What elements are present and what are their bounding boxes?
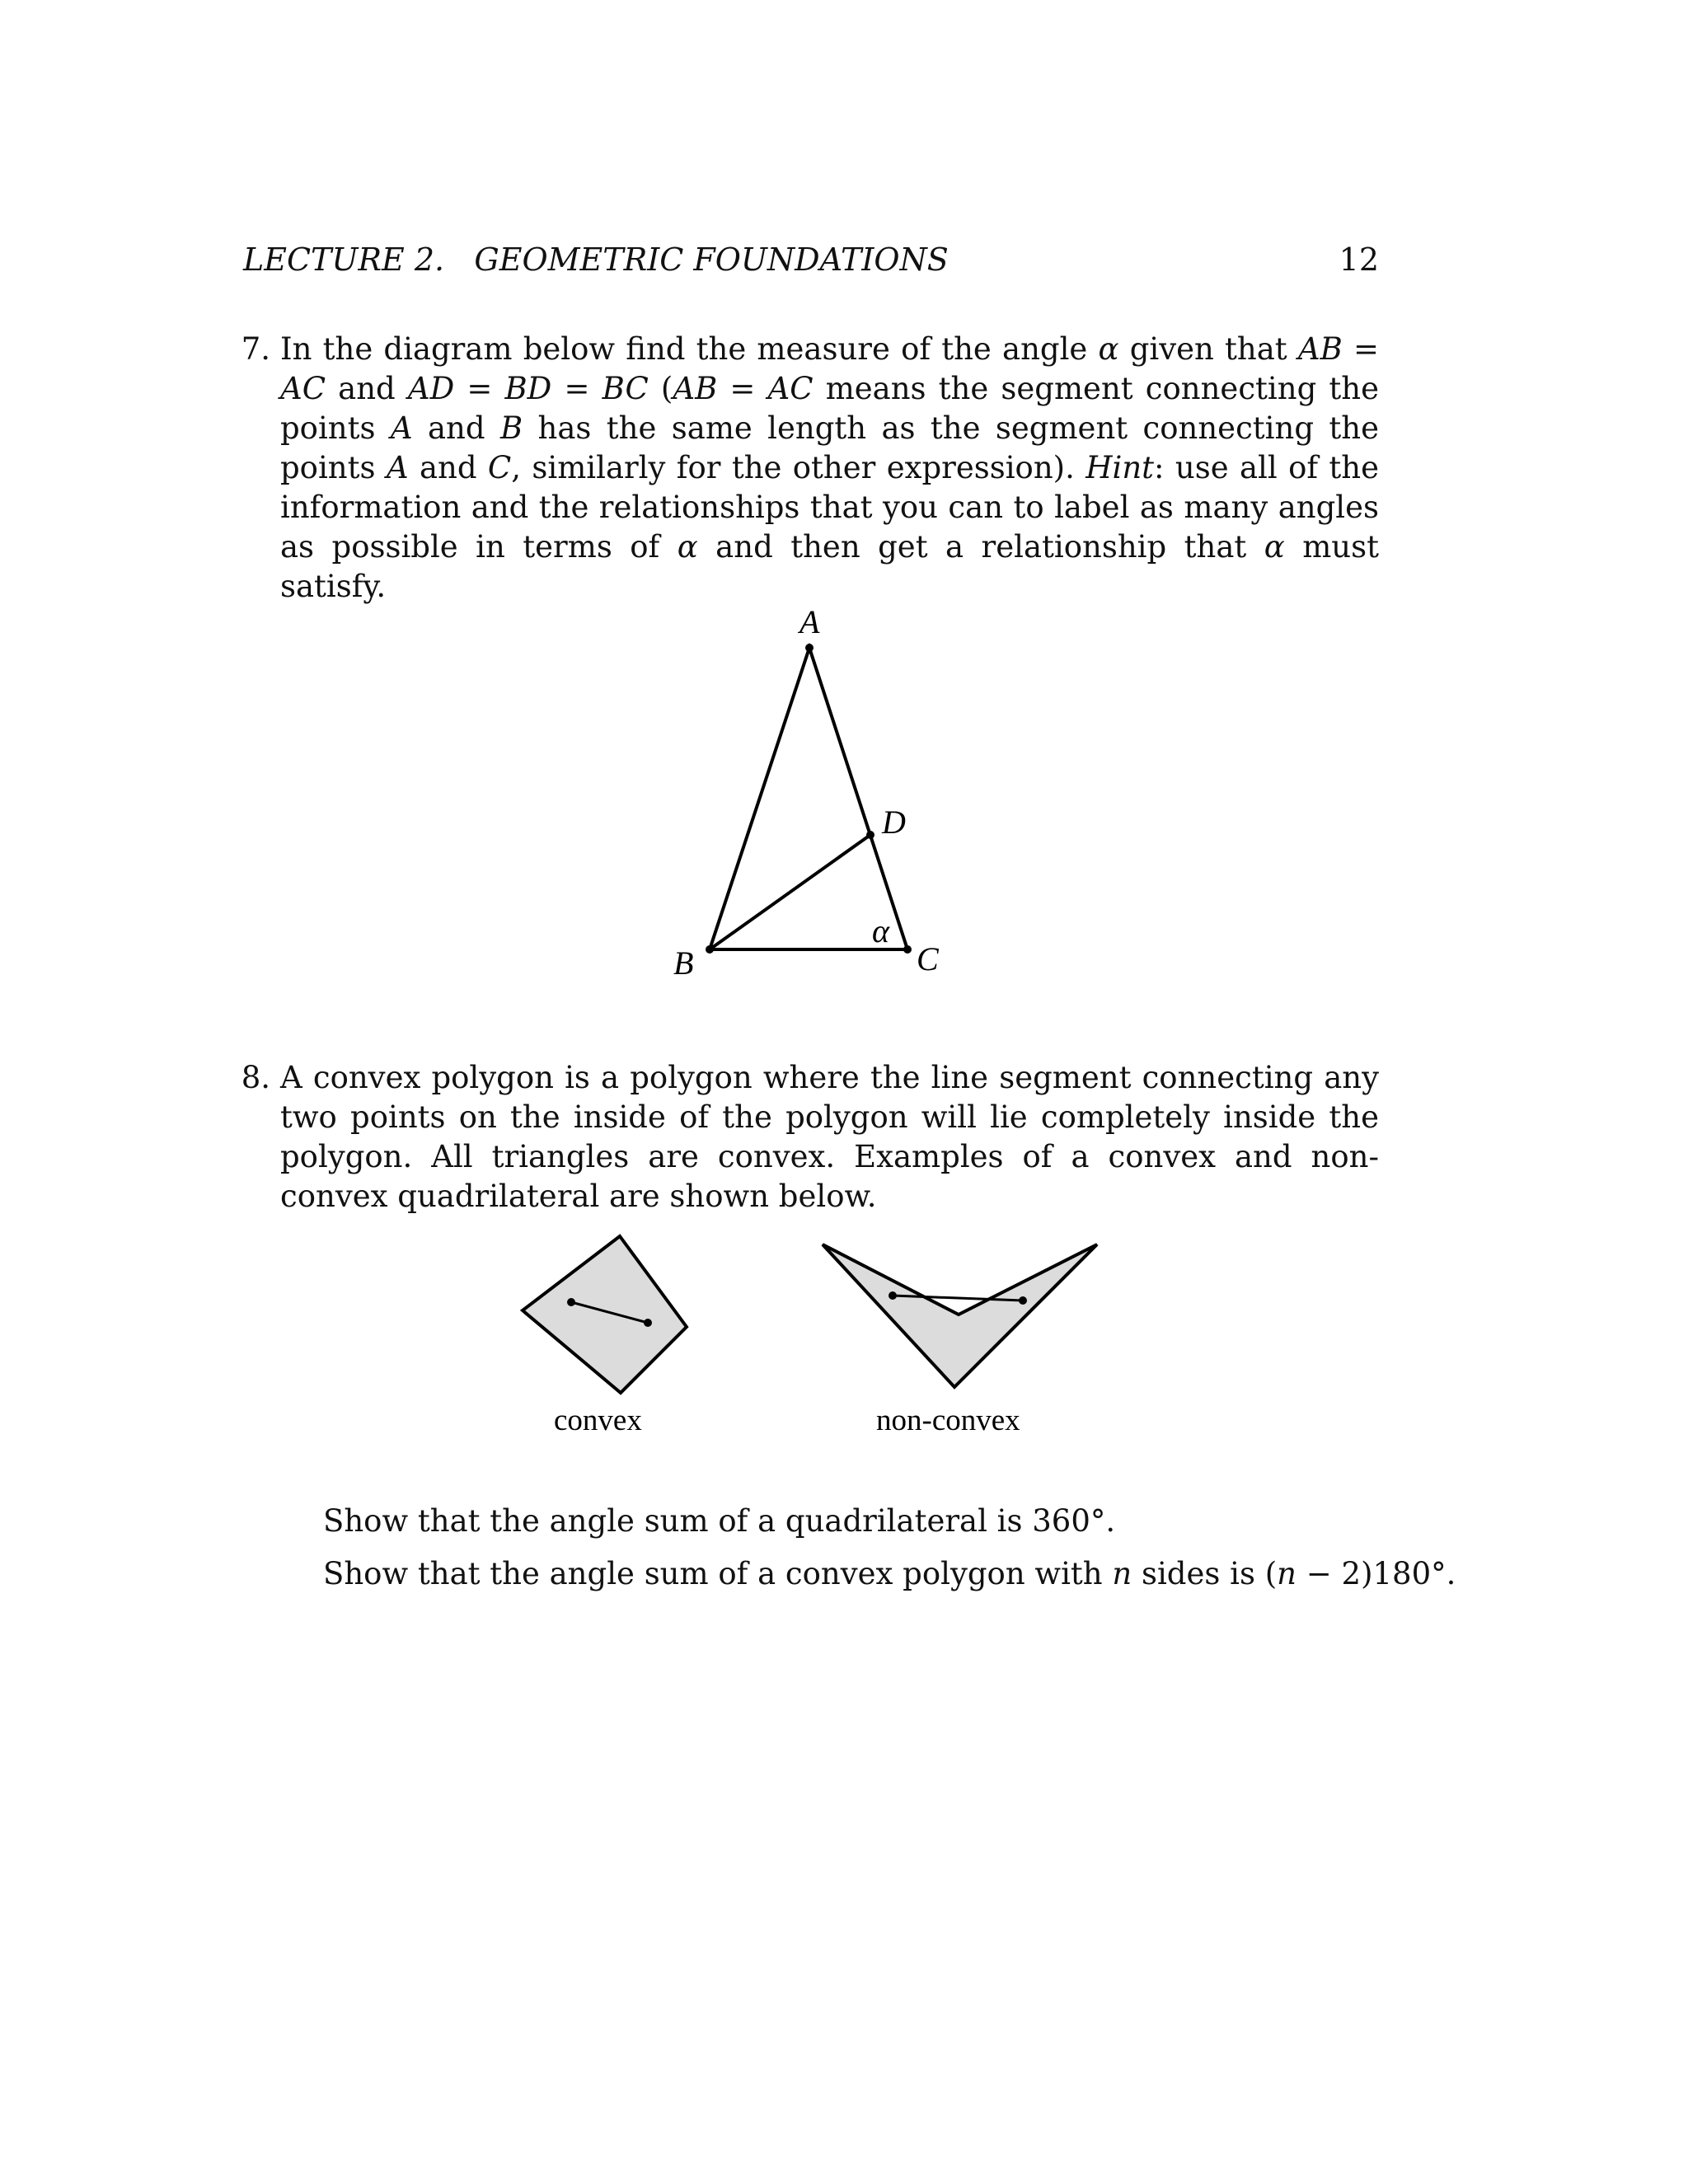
math-equation: AB = AC [673, 371, 814, 406]
text: has the same length as the segment connecting the points [280, 410, 1379, 485]
math-point: A [390, 410, 413, 446]
segment-endpoint [1019, 1296, 1027, 1305]
text: and then get a relationship that [697, 529, 1264, 565]
triangle-abc [710, 648, 907, 949]
polygon-diagram [0, 1220, 1688, 1451]
convex-label: convex [554, 1404, 642, 1437]
math-n: n [1277, 1556, 1296, 1591]
nonconvex-quadrilateral [823, 1244, 1097, 1387]
segment-endpoint [644, 1319, 652, 1327]
task-text: sides is ( [1132, 1556, 1278, 1591]
point-b [706, 945, 714, 954]
page-number: 12 [1339, 241, 1379, 278]
point-c [903, 945, 912, 954]
text: given that [1118, 331, 1298, 367]
text: In the diagram below find the measure of the angle [280, 331, 1099, 367]
math-alpha: α [1098, 331, 1119, 367]
text: , similarly for the other expression). [511, 450, 1086, 485]
math-equation: AD = BD = BC [407, 371, 649, 406]
math-point: A [386, 450, 409, 485]
text: : use all of the information and the relationships that you can to label as many angles as possible in terms of [280, 450, 1379, 565]
math-point: B [499, 410, 523, 446]
label-c: C [917, 940, 939, 977]
problem-number: 8. [241, 1060, 270, 1095]
segment-bd [710, 835, 870, 949]
math-equation: AB = AC [280, 331, 1379, 406]
segment-endpoint [889, 1291, 897, 1300]
task-quadrilateral [323, 1502, 1115, 1541]
label-d: D [882, 804, 906, 841]
task-text: − 2)180°. [1296, 1556, 1456, 1591]
problem-text: A convex polygon is a polygon where the line segment connecting any two points on the inside of the polygon will lie completely inside the polygon. All triangles are convex. Examples of a convex and non-convex quadrilateral are shown below. [280, 1060, 1379, 1214]
problem-8 [241, 1058, 1379, 1216]
label-alpha: α [872, 912, 889, 949]
text: must satisfy. [280, 529, 1379, 604]
problem-number: 7. [241, 331, 270, 367]
point-d [866, 831, 874, 839]
math-alpha: α [1264, 529, 1285, 565]
task-text: Show that the angle sum of a convex polygon with [323, 1556, 1113, 1591]
convex-quadrilateral [523, 1236, 687, 1393]
label-b: B [673, 944, 694, 982]
text: and [326, 371, 408, 406]
math-alpha: α [677, 529, 698, 565]
hint-label: Hint [1085, 450, 1155, 485]
triangle-diagram [0, 0, 1688, 1030]
segment-endpoint [567, 1298, 575, 1306]
text: and [412, 410, 500, 446]
task-text: Show that the angle sum of a quadrilateral is 360°. [323, 1503, 1116, 1539]
point-a [805, 644, 814, 652]
math-n: n [1112, 1556, 1132, 1591]
chapter-title: LECTURE 2. GEOMETRIC FOUNDATIONS [243, 241, 949, 278]
text: ( [648, 371, 673, 406]
text: and [408, 450, 488, 485]
label-a: A [799, 603, 820, 640]
task-polygon [323, 1554, 1456, 1594]
text: means the segment connecting the points [280, 371, 1379, 446]
math-point: C [487, 450, 512, 485]
nonconvex-label: non-convex [876, 1404, 1020, 1437]
